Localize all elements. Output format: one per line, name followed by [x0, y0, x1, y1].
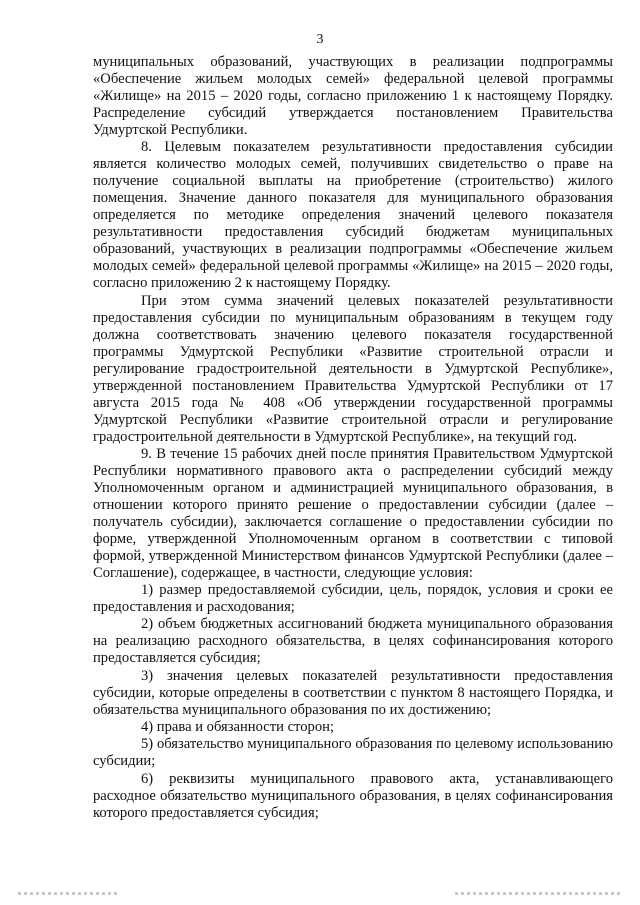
list-item-4: 4) права и обязанности сторон;: [141, 719, 334, 736]
paragraph-item-9: 9. В течение 15 рабочих дней после принятия Правительством Удмуртской Республики нормативного правового акта о распределении субсидий между Уполномоченным органом и администрацией муниципального образования, в отношении которого принято решение о предоставлении субсидии (далее – получатель субсидии), заключается соглашение о предоставлении субсидии по форме, утвержденной Уполномоченным органом в соответствии с типовой формой, утвержденной Министерством финансов Удмуртской Республики (далее – Соглашение), содержащее, в частности, следующие условия:: [93, 445, 613, 581]
scan-footer-mark-left: [18, 892, 118, 895]
list-item-5: 5) обязательство муниципального образования по целевому использованию субсидии;: [93, 736, 613, 770]
list-item-1: 1) размер предоставляемой субсидии, цель, порядок, условия и сроки ее предоставления и расходования;: [93, 582, 613, 616]
list-item-3: 3) значения целевых показателей результативности предоставления субсидии, которые определены в соответствии с пунктом 8 настоящего Порядка, и обязательства муниципального образования по их достижению;: [93, 667, 613, 718]
document-body: [93, 54, 613, 822]
list-item-6: 6) реквизиты муниципального правового акта, устанавливающего расходное обязательство муниципального образования, в целях софинансирования которого предоставляется субсидия;: [93, 770, 613, 821]
paragraph-continuation: муниципальных образований, участвующих в реализации подпрограммы «Обеспечение жильем молодых семей» федеральной целевой программы «Жилище» на 2015 – 2020 годы, согласно приложению 1 к настоящему Порядку. Распределение субсидий утверждается постановлением Правительства Удмуртской Республики.: [93, 54, 613, 138]
paragraph-target-sum: При этом сумма значений целевых показателей результативности предоставления субсидии по муниципальным образованиям в текущем году должна соответствовать значению целевого показателя государственной программы Удмуртской Республики «Развитие строительной отрасли и регулирование градостроительной деятельности в Удмуртской Республике», утвержденной постановлением Правительства Удмуртской Республики от 17 августа 2015 года № 408 «Об утверждении государственной программы Удмуртской Республики «Развитие строительной отрасли и регулирование градостроительной деятельности в Удмуртской Республике», на текущий год.: [93, 292, 613, 445]
paragraph-item-8: 8. Целевым показателем результативности предоставления субсидии является количество молодых семей, получивших свидетельство о праве на получение социальной выплаты на приобретение (строительство) жилого помещения. Значение данного показателя для муниципального образования определяется по методике определения значений целевого показателя результативности предоставления субсидий бюджетам муниципальных образований, участвующих в реализации подпрограммы «Обеспечение жильем молодых семей» федеральной целевой программы «Жилище» на 2015 – 2020 годы, согласно приложению 2 к настоящему Порядку.: [93, 139, 613, 292]
list-item-2: 2) объем бюджетных ассигнований бюджета муниципального образования на реализацию расходного обязательства, в целях софинансирования которого предоставляется субсидия;: [93, 616, 613, 667]
page-number: 3: [316, 32, 324, 47]
scan-footer-mark-right: [455, 892, 620, 895]
